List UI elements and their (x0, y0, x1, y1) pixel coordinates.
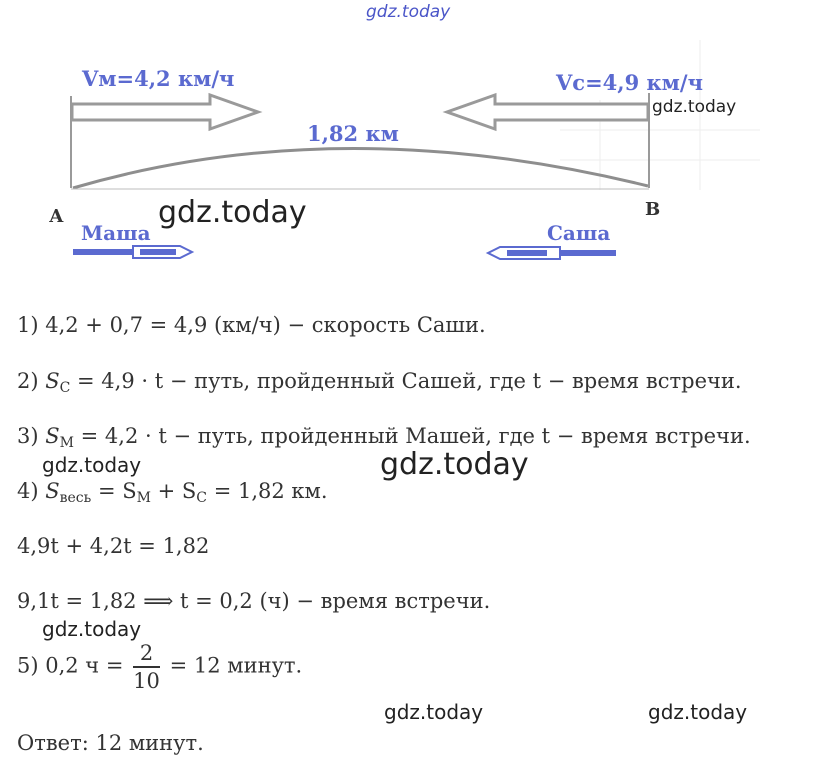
step-4-subscript-c: С (196, 490, 208, 506)
solution-step-3 (17, 424, 751, 451)
distance-label: 1,82 км (307, 121, 399, 146)
step-2-text: = 4,9 · t − путь, пройденный Сашей, где t − время встречи. (70, 369, 742, 393)
step-2-variable: S (45, 369, 60, 393)
step-5-result: = 12 минут. (169, 653, 303, 678)
step-4-number: 4) (17, 479, 46, 503)
step-4-variable: S (45, 479, 60, 503)
speed-sasha-label: Vс=4,9 км/ч (556, 70, 703, 95)
masha-speed-arrow (72, 95, 258, 129)
equation-sum: 4,9t + 4,2t = 1,82 (17, 534, 210, 558)
distance-arc (73, 148, 648, 188)
masha-direction-arrow (73, 246, 192, 258)
step-4-text-c: = 1,82 км. (207, 479, 328, 503)
step-3-subscript: М (59, 435, 74, 451)
step-5-text: 5) 0,2 ч = (17, 653, 124, 678)
motion-diagram (0, 0, 814, 290)
solution-step-5 (17, 640, 302, 694)
step-3-text: = 4,2 · t − путь, пройденный Машей, где t − время встречи. (73, 424, 751, 448)
step-2-subscript: С (59, 380, 71, 396)
solution-step-1: 1) 4,2 + 0,7 = 4,9 (км/ч) − скорость Саши. (17, 313, 486, 337)
equation-solve: 9,1t = 1,82 ⟹ t = 0,2 (ч) − время встречи. (17, 589, 491, 613)
sasha-name-label: Саша (547, 221, 611, 245)
step-4-text-b: + S (150, 479, 197, 503)
masha-name-label: Маша (81, 221, 151, 245)
point-a-label: А (49, 206, 64, 227)
step-3-variable: S (45, 424, 60, 448)
fraction (133, 640, 160, 694)
point-b-label: В (645, 199, 661, 220)
solution-step-4 (17, 479, 328, 506)
watermark-left-1: gdz.today (42, 453, 142, 477)
speed-masha-label: Vм=4,2 км/ч (82, 66, 235, 91)
fraction-denominator: 10 (133, 669, 160, 693)
step-3-number: 3) (17, 424, 46, 448)
solution-step-2 (17, 369, 742, 396)
answer: Ответ: 12 минут. (17, 731, 204, 755)
watermark-diagram-right: gdz.today (652, 97, 737, 117)
sasha-speed-arrow (447, 95, 648, 129)
watermark-top: gdz.today (366, 2, 451, 22)
fraction-numerator: 2 (133, 640, 160, 668)
step-2-number: 2) (17, 369, 46, 393)
watermark-left-2: gdz.today (42, 617, 142, 641)
step-4-subscript-m: М (136, 490, 151, 506)
watermark-center: gdz.today (380, 447, 529, 482)
watermark-bottom-2: gdz.today (648, 700, 748, 724)
watermark-diagram-center: gdz.today (158, 195, 307, 230)
step-4-subscript: весь (59, 490, 92, 506)
step-4-text-a: = S (91, 479, 137, 503)
watermark-bottom-1: gdz.today (384, 700, 484, 724)
sasha-direction-arrow (488, 247, 616, 259)
